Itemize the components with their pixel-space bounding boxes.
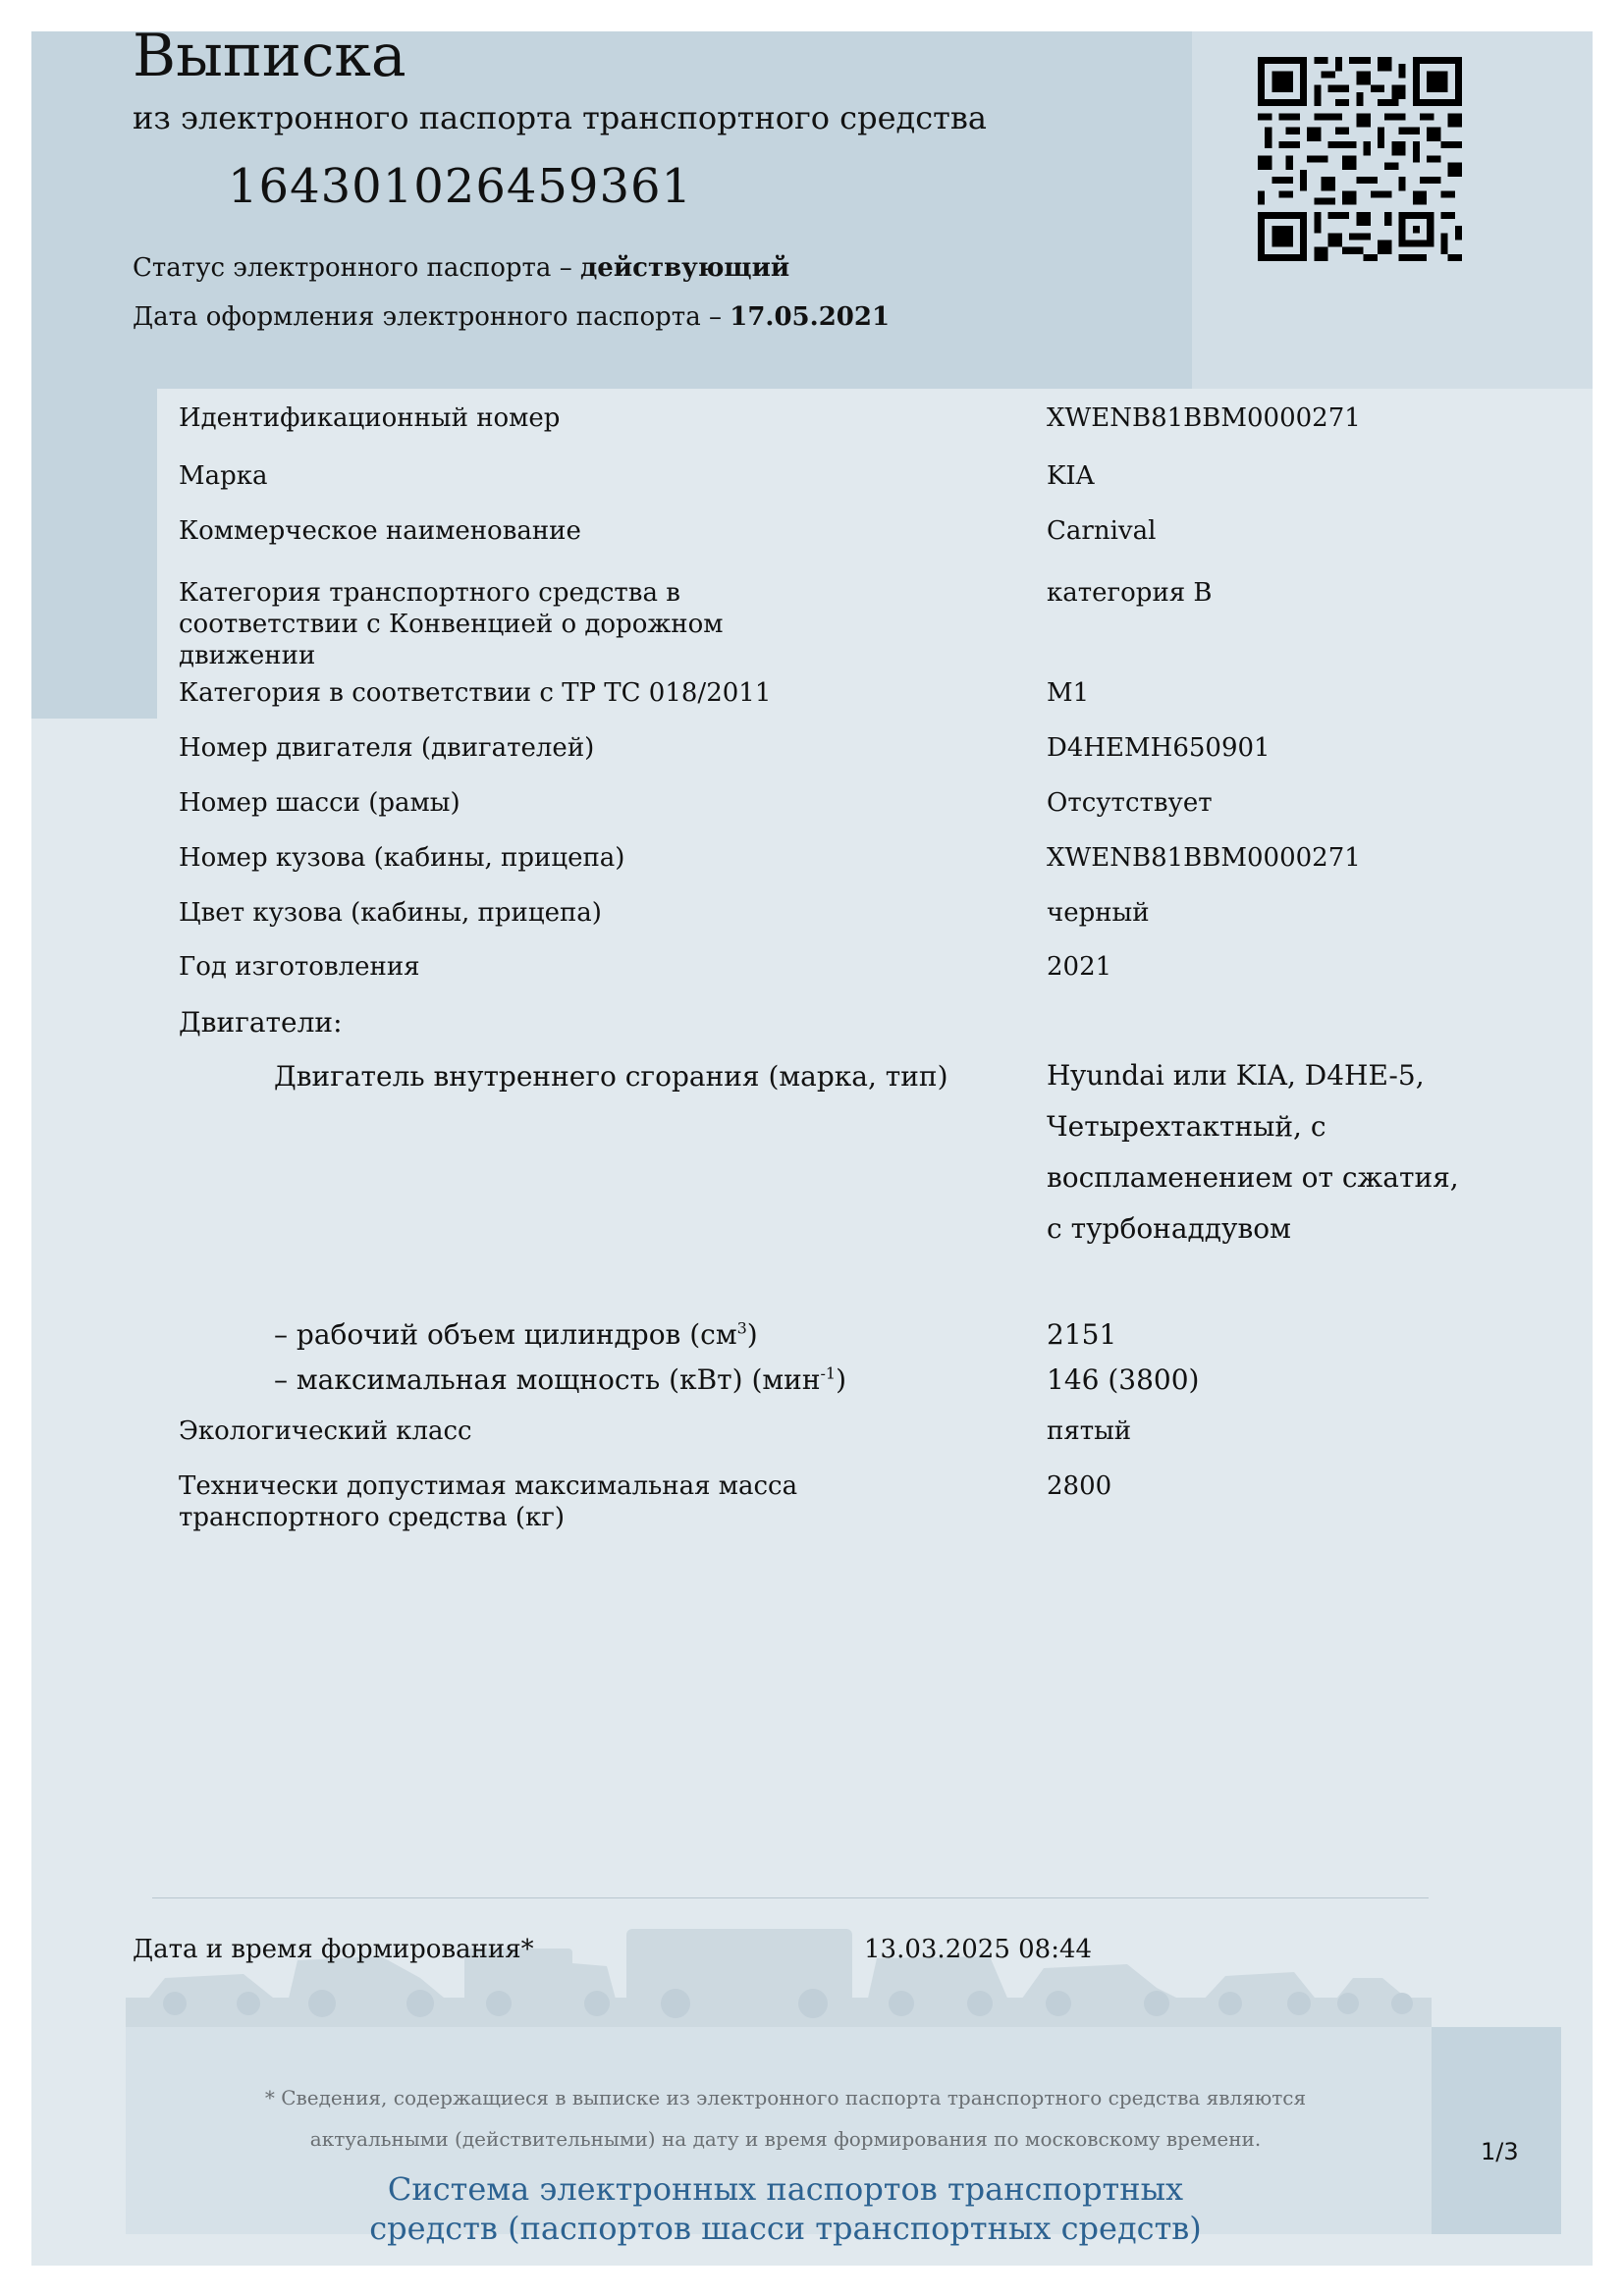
passport-number: 164301026459361	[228, 159, 693, 214]
engine-power-label	[274, 1364, 961, 1396]
field-label-vin: Идентификационный номер	[179, 403, 561, 433]
status-value: действующий	[579, 253, 790, 283]
field-label-eco-class: Экологический класс	[179, 1416, 472, 1446]
engine-power-text: – максимальная мощность (кВт) (мин	[274, 1363, 821, 1396]
engine-ice-label: Двигатель внутреннего сгорания (марка, тип)	[274, 1060, 948, 1093]
field-value-body-color: черный	[1047, 898, 1150, 928]
field-value-make: KIA	[1047, 461, 1095, 491]
field-value-convention-category: категория B	[1047, 578, 1213, 608]
issue-date	[133, 299, 890, 335]
field-label-manufacture-year: Год изготовления	[179, 952, 420, 982]
status-label: Статус электронного паспорта –	[133, 253, 572, 283]
field-value-commercial-name: Carnival	[1047, 516, 1157, 546]
generated-label: Дата и время формирования*	[133, 1935, 534, 1964]
page-number-panel	[1432, 2027, 1561, 2234]
engine-volume-value: 2151	[1047, 1318, 1117, 1351]
engine-volume-label	[274, 1319, 961, 1351]
document-title: Выписка	[133, 22, 406, 90]
field-label-body-color: Цвет кузова (кабины, прицепа)	[179, 898, 602, 928]
generated-value: 13.03.2025 08:44	[864, 1935, 1093, 1964]
field-label-make: Марка	[179, 461, 268, 491]
passport-status	[133, 250, 789, 286]
engine-power-close: )	[836, 1363, 847, 1396]
issue-date-label: Дата оформления электронного паспорта –	[133, 302, 722, 332]
engine-volume-sup: 3	[736, 1318, 747, 1338]
engine-ice-value: Hyundai или KIA, D4HE-5, Четырехтактный, с воспламенением от сжатия, с турбонаддувом	[1047, 1059, 1459, 1245]
field-label-chassis-number: Номер шасси (рамы)	[179, 788, 460, 818]
engine-volume-close: )	[746, 1318, 758, 1351]
field-label-tr-category: Категория в соответствии с ТР ТС 018/2011	[179, 678, 772, 708]
field-label-engine-number: Номер двигателя (двигателей)	[179, 733, 595, 763]
qr-code-icon	[1258, 57, 1462, 261]
field-label-max-mass: Технически допустимая максимальная масса транспортного средства (кг)	[179, 1471, 798, 1532]
page-number: 1/3	[1481, 2138, 1519, 2165]
field-label-commercial-name: Коммерческое наименование	[179, 516, 581, 546]
document-subtitle: из электронного паспорта транспортного средства	[133, 99, 987, 136]
divider	[152, 1897, 1429, 1898]
field-label-convention-category: Категория транспортного средства в соответствии с Конвенцией о дорожном движении	[179, 578, 724, 670]
footnote-line-2: актуальными (действительными) на дату и время формирования по московскому времени.	[309, 2127, 1262, 2151]
engines-heading: Двигатели:	[179, 1006, 343, 1039]
engine-volume-text: – рабочий объем цилиндров (см	[274, 1318, 737, 1351]
engine-power-value: 146 (3800)	[1047, 1363, 1200, 1396]
field-value-tr-category: M1	[1047, 678, 1090, 708]
field-label-body-number: Номер кузова (кабины, прицепа)	[179, 843, 625, 873]
field-value-chassis-number: Отсутствует	[1047, 788, 1213, 818]
field-value-manufacture-year: 2021	[1047, 952, 1112, 982]
field-value-eco-class: пятый	[1047, 1416, 1132, 1446]
field-value-max-mass: 2800	[1047, 1471, 1112, 1501]
field-value-body-number: XWENB81BBM0000271	[1047, 843, 1361, 873]
footnote-line-1: * Сведения, содержащиеся в выписке из электронного паспорта транспортного средства являются	[264, 2086, 1307, 2109]
issue-date-value: 17.05.2021	[730, 302, 891, 332]
field-value-vin: XWENB81BBM0000271	[1047, 403, 1361, 433]
vehicles-silhouette-icon	[126, 1909, 1432, 2027]
system-name-line-1: Система электронных паспортов транспортных	[387, 2170, 1184, 2208]
system-name-line-2: средств (паспортов шасси транспортных средств)	[369, 2210, 1202, 2247]
field-value-engine-number: D4HEMH650901	[1047, 733, 1271, 763]
engine-power-sup: -1	[820, 1363, 837, 1383]
